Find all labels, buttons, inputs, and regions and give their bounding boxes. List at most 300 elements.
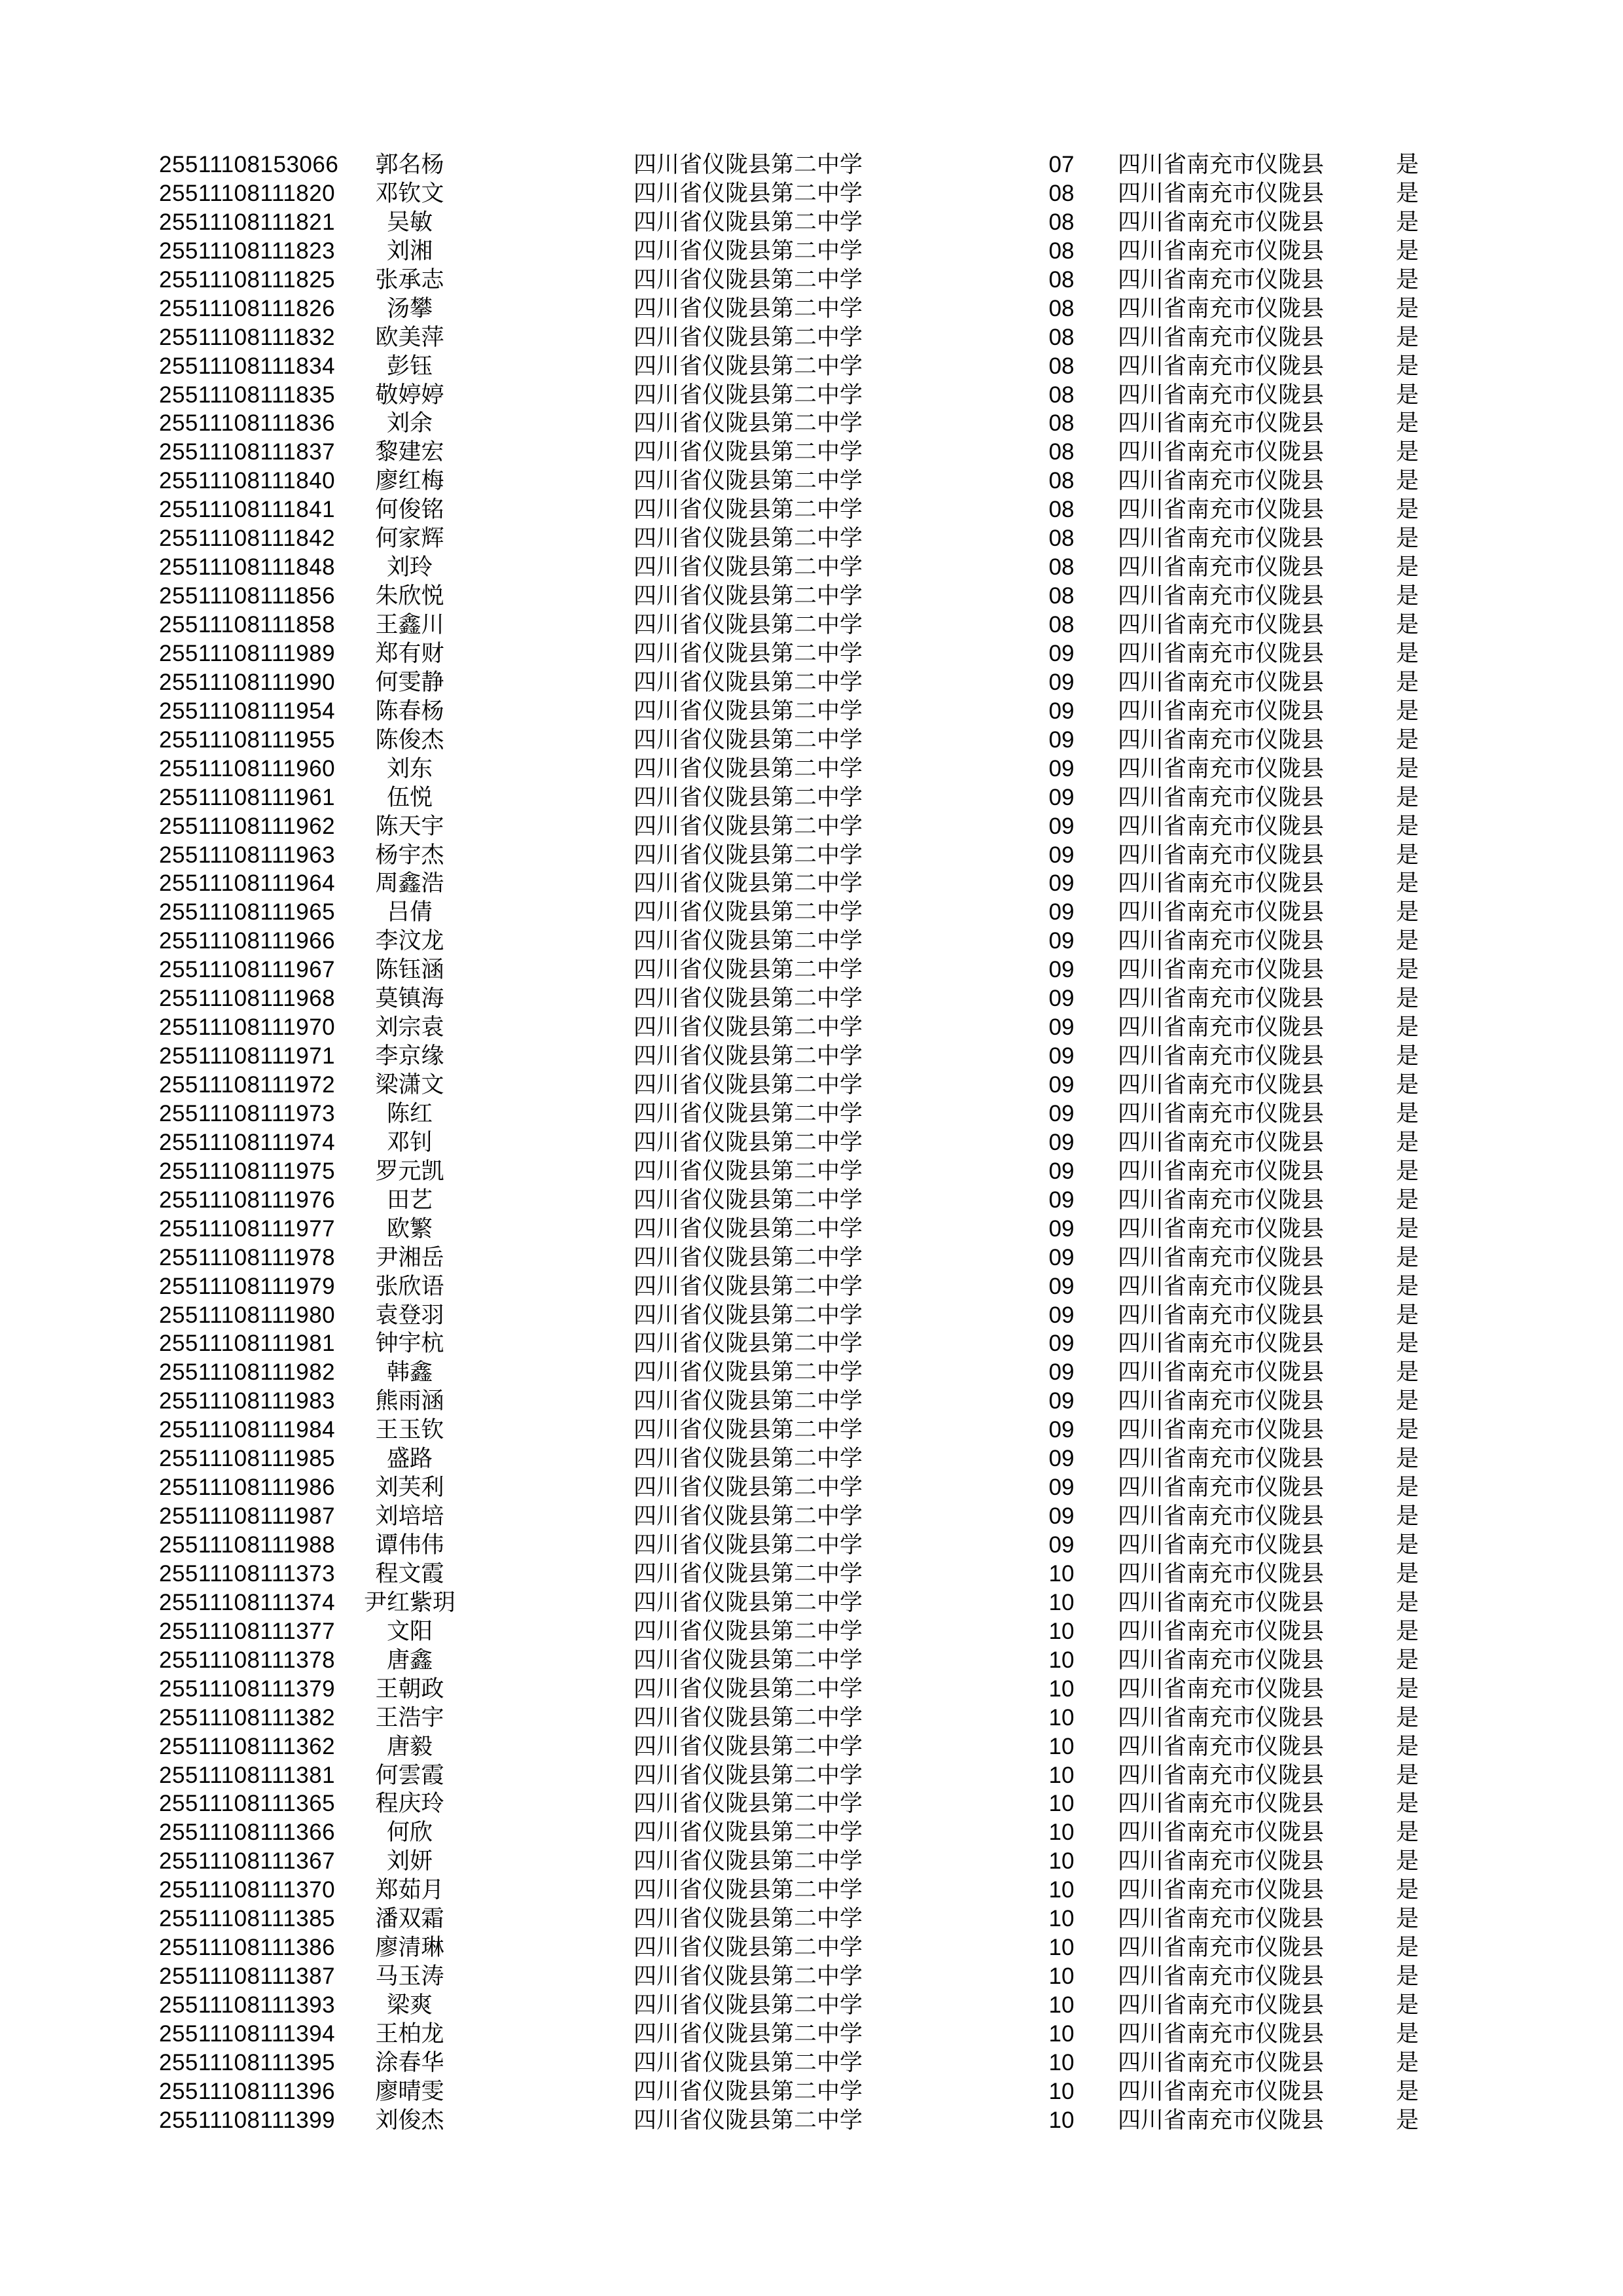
class-number: 09 [1048,1359,1075,1386]
class-number: 07 [1048,152,1075,177]
school-name: 四川省仪陇县第二中学 [633,813,863,839]
region-name: 四川省南充市仪陇县 [1118,468,1325,494]
school-name: 四川省仪陇县第二中学 [633,1791,863,1817]
table-row [0,1531,1623,1560]
table-row [0,755,1623,783]
region-name: 四川省南充市仪陇县 [1118,497,1325,523]
region-name: 四川省南充市仪陇县 [1118,1589,1325,1615]
student-name: 黎建宏 [375,439,444,465]
exam-id: 25511108111374 [159,1589,336,1615]
student-name: 陈钰涵 [375,957,444,983]
table-row [0,438,1623,467]
class-number: 09 [1048,986,1075,1012]
student-name: 熊雨涵 [375,1388,444,1414]
student-name: 李京缘 [375,1043,444,1069]
region-name: 四川省南充市仪陇县 [1118,1331,1325,1357]
confirm-flag: 是 [1395,1388,1419,1414]
school-name: 四川省仪陇县第二中学 [633,1100,863,1126]
class-number: 10 [1048,1848,1075,1874]
exam-id: 25511108111848 [159,554,336,581]
table-row [0,1588,1623,1617]
table-row [0,582,1623,611]
table-row [0,553,1623,582]
region-name: 四川省南充市仪陇县 [1118,1676,1325,1702]
student-name: 何俊铭 [375,497,444,523]
school-name: 四川省仪陇县第二中学 [633,554,863,581]
confirm-flag: 是 [1395,640,1419,666]
school-name: 四川省仪陇县第二中学 [633,899,863,925]
class-number: 08 [1048,439,1075,465]
student-name: 刘宗袁 [375,1014,444,1041]
confirm-flag: 是 [1395,842,1419,868]
region-name: 四川省南充市仪陇县 [1118,1618,1325,1644]
student-name: 刘东 [386,755,433,781]
school-name: 四川省仪陇县第二中学 [633,669,863,695]
student-name: 何家辉 [375,526,444,552]
school-name: 四川省仪陇县第二中学 [633,410,863,437]
confirm-flag: 是 [1395,1014,1419,1041]
table-row [0,1071,1623,1100]
student-name: 伍悦 [386,784,433,810]
exam-id: 25511108111966 [159,928,336,954]
school-name: 四川省仪陇县第二中学 [633,1532,863,1558]
student-name: 周鑫浩 [375,870,444,897]
confirm-flag: 是 [1395,612,1419,637]
confirm-flag: 是 [1395,2020,1419,2047]
table-row [0,1301,1623,1330]
student-name: 郑有财 [375,640,444,666]
confirm-flag: 是 [1395,1589,1419,1615]
class-number: 10 [1048,1733,1075,1759]
school-name: 四川省仪陇县第二中学 [633,1129,863,1155]
region-name: 四川省南充市仪陇县 [1118,295,1325,321]
confirm-flag: 是 [1395,986,1419,1012]
confirm-flag: 是 [1395,1906,1419,1932]
region-name: 四川省南充市仪陇县 [1118,1072,1325,1098]
student-name: 彭钰 [386,353,433,379]
region-name: 四川省南充市仪陇县 [1118,2078,1325,2104]
student-name: 王鑫川 [375,612,444,637]
school-name: 四川省仪陇县第二中学 [633,1704,863,1731]
class-number: 08 [1048,209,1075,235]
table-row [0,1100,1623,1128]
class-number: 09 [1048,870,1075,897]
student-name: 田艺 [386,1187,433,1213]
table-row [0,668,1623,697]
exam-id: 25511108111365 [159,1791,336,1817]
school-name: 四川省仪陇县第二中学 [633,1848,863,1874]
table-row [0,1387,1623,1416]
school-name: 四川省仪陇县第二中学 [633,1676,863,1702]
class-number: 10 [1048,1992,1075,2018]
exam-id: 25511108111978 [159,1244,336,1270]
class-number: 08 [1048,266,1075,293]
school-name: 四川省仪陇县第二中学 [633,238,863,264]
school-name: 四川省仪陇县第二中学 [633,1388,863,1414]
class-number: 09 [1048,755,1075,781]
table-row [0,869,1623,898]
exam-id: 25511108111975 [159,1158,336,1184]
class-number: 08 [1048,612,1075,637]
confirm-flag: 是 [1395,526,1419,552]
student-name: 潘双霜 [375,1906,444,1932]
student-name: 梁爽 [386,1992,433,2018]
region-name: 四川省南充市仪陇县 [1118,1877,1325,1903]
region-name: 四川省南充市仪陇县 [1118,1187,1325,1213]
region-name: 四川省南充市仪陇县 [1118,238,1325,264]
confirm-flag: 是 [1395,1244,1419,1270]
school-name: 四川省仪陇县第二中学 [633,1158,863,1184]
region-name: 四川省南充市仪陇县 [1118,554,1325,581]
class-number: 09 [1048,1388,1075,1414]
student-name: 邓钊 [386,1129,433,1155]
school-name: 四川省仪陇县第二中学 [633,1560,863,1587]
student-name: 程庆玲 [375,1791,444,1817]
class-number: 09 [1048,1302,1075,1328]
exam-id: 25511108111373 [159,1560,336,1587]
confirm-flag: 是 [1395,238,1419,264]
region-name: 四川省南充市仪陇县 [1118,2020,1325,2047]
exam-id: 25511108111976 [159,1187,336,1213]
class-number: 08 [1048,526,1075,552]
region-name: 四川省南充市仪陇县 [1118,957,1325,983]
class-number: 08 [1048,238,1075,264]
student-name: 马玉涛 [375,1964,444,1990]
school-name: 四川省仪陇县第二中学 [633,755,863,781]
table-row [0,1329,1623,1358]
table-row [0,984,1623,1013]
exam-id: 25511108111962 [159,813,336,839]
region-name: 四川省南充市仪陇县 [1118,1935,1325,1961]
table-row [0,1732,1623,1761]
exam-id: 25511108111988 [159,1532,336,1558]
table-row [0,783,1623,812]
table-row [0,1560,1623,1588]
exam-id: 25511108111381 [159,1762,336,1788]
class-number: 09 [1048,669,1075,695]
confirm-flag: 是 [1395,1503,1419,1530]
school-name: 四川省仪陇县第二中学 [633,1647,863,1673]
school-name: 四川省仪陇县第二中学 [633,1503,863,1530]
class-number: 10 [1048,1935,1075,1961]
class-number: 08 [1048,353,1075,379]
region-name: 四川省南充市仪陇县 [1118,640,1325,666]
table-row [0,237,1623,266]
exam-id: 25511108111985 [159,1446,336,1472]
confirm-flag: 是 [1395,1791,1419,1817]
region-name: 四川省南充市仪陇县 [1118,1302,1325,1328]
school-name: 四川省仪陇县第二中学 [633,1877,863,1903]
table-row [0,1818,1623,1847]
table-row [0,1761,1623,1790]
confirm-flag: 是 [1395,1043,1419,1069]
table-row [0,1962,1623,1991]
confirm-flag: 是 [1395,1417,1419,1443]
school-name: 四川省仪陇县第二中学 [633,1964,863,1990]
class-number: 09 [1048,726,1075,753]
table-row [0,409,1623,438]
exam-id: 25511108111960 [159,755,336,781]
table-row [0,1186,1623,1215]
exam-id: 25511108111825 [159,266,336,293]
confirm-flag: 是 [1395,1158,1419,1184]
table-row [0,266,1623,295]
student-name: 朱欣悦 [375,583,444,609]
confirm-flag: 是 [1395,2049,1419,2075]
table-row [0,1876,1623,1905]
student-name: 廖红梅 [375,468,444,494]
region-name: 四川省南充市仪陇县 [1118,986,1325,1012]
region-name: 四川省南充市仪陇县 [1118,813,1325,839]
exam-id: 25511108111964 [159,870,336,897]
region-name: 四川省南充市仪陇县 [1118,726,1325,753]
school-name: 四川省仪陇县第二中学 [633,1935,863,1961]
class-number: 10 [1048,1676,1075,1702]
table-row [0,1013,1623,1042]
class-number: 10 [1048,1791,1075,1817]
confirm-flag: 是 [1395,468,1419,494]
class-number: 10 [1048,2107,1075,2133]
class-number: 09 [1048,1043,1075,1069]
region-name: 四川省南充市仪陇县 [1118,209,1325,235]
table-row [0,1416,1623,1444]
region-name: 四川省南充市仪陇县 [1118,1647,1325,1673]
confirm-flag: 是 [1395,382,1419,408]
region-name: 四川省南充市仪陇县 [1118,526,1325,552]
class-number: 10 [1048,1762,1075,1788]
exam-id: 25511108111961 [159,784,336,810]
region-name: 四川省南充市仪陇县 [1118,1129,1325,1155]
exam-id: 25511108111858 [159,612,336,637]
student-name: 郑茹月 [375,1877,444,1903]
class-number: 09 [1048,1215,1075,1242]
exam-id: 25511108111977 [159,1215,336,1242]
exam-id: 25511108111387 [159,1964,336,1990]
student-name: 梁潇文 [375,1072,444,1098]
student-name: 李汶龙 [375,928,444,954]
region-name: 四川省南充市仪陇县 [1118,784,1325,810]
confirm-flag: 是 [1395,266,1419,293]
confirm-flag: 是 [1395,870,1419,897]
region-name: 四川省南充市仪陇县 [1118,382,1325,408]
exam-id: 25511108111973 [159,1100,336,1126]
region-name: 四川省南充市仪陇县 [1118,180,1325,206]
region-name: 四川省南充市仪陇县 [1118,1446,1325,1472]
confirm-flag: 是 [1395,152,1419,177]
exam-id: 25511108111386 [159,1935,336,1961]
exam-id: 25511108111826 [159,295,336,321]
school-name: 四川省仪陇县第二中学 [633,468,863,494]
student-name: 刘妍 [386,1848,433,1874]
region-name: 四川省南充市仪陇县 [1118,870,1325,897]
student-name: 杨宇杰 [375,842,444,868]
table-row [0,1272,1623,1301]
exam-id: 25511108111379 [159,1676,336,1702]
exam-id: 25511108111832 [159,324,336,350]
student-name: 罗元凯 [375,1158,444,1184]
student-name: 吕倩 [386,899,433,925]
exam-id: 25511108111987 [159,1503,336,1530]
class-number: 08 [1048,295,1075,321]
confirm-flag: 是 [1395,295,1419,321]
table-row [0,495,1623,524]
student-name: 王玉钦 [375,1417,444,1443]
table-row [0,1617,1623,1646]
table-row [0,1473,1623,1502]
confirm-flag: 是 [1395,669,1419,695]
region-name: 四川省南充市仪陇县 [1118,1791,1325,1817]
class-number: 09 [1048,1158,1075,1184]
confirm-flag: 是 [1395,1704,1419,1731]
confirm-flag: 是 [1395,2107,1419,2133]
school-name: 四川省仪陇县第二中学 [633,2078,863,2104]
exam-id: 25511108111840 [159,468,336,494]
school-name: 四川省仪陇县第二中学 [633,1359,863,1386]
school-name: 四川省仪陇县第二中学 [633,266,863,293]
student-name: 何欣 [386,1820,433,1846]
school-name: 四川省仪陇县第二中学 [633,1992,863,2018]
region-name: 四川省南充市仪陇县 [1118,1560,1325,1587]
region-name: 四川省南充市仪陇县 [1118,669,1325,695]
class-number: 09 [1048,928,1075,954]
table-row [0,1847,1623,1876]
table-row [0,898,1623,927]
region-name: 四川省南充市仪陇县 [1118,266,1325,293]
class-number: 09 [1048,1273,1075,1299]
student-name: 廖晴雯 [375,2078,444,2104]
student-name: 刘培培 [375,1503,444,1530]
student-name: 涂春华 [375,2049,444,2075]
student-name: 王朝政 [375,1676,444,1702]
student-name: 韩鑫 [386,1359,433,1386]
school-name: 四川省仪陇县第二中学 [633,439,863,465]
exam-id: 25511108111979 [159,1273,336,1299]
school-name: 四川省仪陇县第二中学 [633,1820,863,1846]
region-name: 四川省南充市仪陇县 [1118,899,1325,925]
student-name: 陈红 [386,1100,433,1126]
class-number: 10 [1048,2078,1075,2104]
confirm-flag: 是 [1395,899,1419,925]
student-name: 廖清琳 [375,1935,444,1961]
table-row [0,352,1623,381]
confirm-flag: 是 [1395,1676,1419,1702]
region-name: 四川省南充市仪陇县 [1118,1273,1325,1299]
class-number: 08 [1048,497,1075,523]
school-name: 四川省仪陇县第二中学 [633,1187,863,1213]
table-row [0,381,1623,410]
student-name: 汤攀 [386,295,433,321]
table-row [0,812,1623,841]
exam-id: 25511108153066 [159,152,339,177]
region-name: 四川省南充市仪陇县 [1118,1475,1325,1501]
exam-id: 25511108111841 [159,497,336,523]
exam-id: 25511108111396 [159,2078,336,2104]
school-name: 四川省仪陇县第二中学 [633,928,863,954]
student-name: 欧美萍 [375,324,444,350]
confirm-flag: 是 [1395,324,1419,350]
exam-id: 25511108111986 [159,1475,336,1501]
exam-id: 25511108111981 [159,1331,336,1357]
school-name: 四川省仪陇县第二中学 [633,1273,863,1299]
school-name: 四川省仪陇县第二中学 [633,353,863,379]
exam-id: 25511108111963 [159,842,336,868]
exam-id: 25511108111395 [159,2049,336,2075]
class-number: 09 [1048,640,1075,666]
confirm-flag: 是 [1395,1359,1419,1386]
class-number: 09 [1048,1446,1075,1472]
exam-id: 25511108111954 [159,698,336,724]
class-number: 09 [1048,1244,1075,1270]
exam-id: 25511108111984 [159,1417,336,1443]
confirm-flag: 是 [1395,755,1419,781]
student-name: 刘余 [386,410,433,437]
school-name: 四川省仪陇县第二中学 [633,1475,863,1501]
school-name: 四川省仪陇县第二中学 [633,1043,863,1069]
exam-id: 25511108111836 [159,410,336,437]
exam-id: 25511108111968 [159,986,336,1012]
student-name: 程文霞 [375,1560,444,1587]
confirm-flag: 是 [1395,1560,1419,1587]
school-name: 四川省仪陇县第二中学 [633,2049,863,2075]
school-name: 四川省仪陇县第二中学 [633,180,863,206]
student-name: 欧繁 [386,1215,433,1242]
class-number: 09 [1048,1532,1075,1558]
class-number: 10 [1048,1906,1075,1932]
region-name: 四川省南充市仪陇县 [1118,1848,1325,1874]
table-row [0,927,1623,956]
region-name: 四川省南充市仪陇县 [1118,1014,1325,1041]
table-row [0,295,1623,323]
region-name: 四川省南充市仪陇县 [1118,755,1325,781]
student-name: 张欣语 [375,1273,444,1299]
school-name: 四川省仪陇县第二中学 [633,526,863,552]
region-name: 四川省南充市仪陇县 [1118,1704,1325,1731]
region-name: 四川省南充市仪陇县 [1118,2049,1325,2075]
class-number: 09 [1048,899,1075,925]
school-name: 四川省仪陇县第二中学 [633,1331,863,1357]
exam-id: 25511108111377 [159,1618,336,1644]
exam-id: 25511108111972 [159,1072,336,1098]
school-name: 四川省仪陇县第二中学 [633,1733,863,1759]
school-name: 四川省仪陇县第二中学 [633,1589,863,1615]
table-row [0,1991,1623,2020]
class-number: 09 [1048,1187,1075,1213]
table-row [0,2077,1623,2106]
student-name: 文阳 [386,1618,433,1644]
school-name: 四川省仪陇县第二中学 [633,986,863,1012]
student-name: 莫镇海 [375,986,444,1012]
school-name: 四川省仪陇县第二中学 [633,842,863,868]
confirm-flag: 是 [1395,1532,1419,1558]
class-number: 09 [1048,698,1075,724]
table-row [0,1157,1623,1186]
exam-id: 25511108111835 [159,382,336,408]
region-name: 四川省南充市仪陇县 [1118,2107,1325,2133]
confirm-flag: 是 [1395,353,1419,379]
school-name: 四川省仪陇县第二中学 [633,1446,863,1472]
region-name: 四川省南充市仪陇县 [1118,1733,1325,1759]
exam-id: 25511108111366 [159,1820,336,1846]
exam-id: 25511108111971 [159,1043,336,1069]
region-name: 四川省南充市仪陇县 [1118,152,1325,177]
class-number: 09 [1048,842,1075,868]
class-number: 09 [1048,1417,1075,1443]
table-row [0,841,1623,870]
school-name: 四川省仪陇县第二中学 [633,382,863,408]
table-row [0,1789,1623,1818]
school-name: 四川省仪陇县第二中学 [633,295,863,321]
school-name: 四川省仪陇县第二中学 [633,957,863,983]
